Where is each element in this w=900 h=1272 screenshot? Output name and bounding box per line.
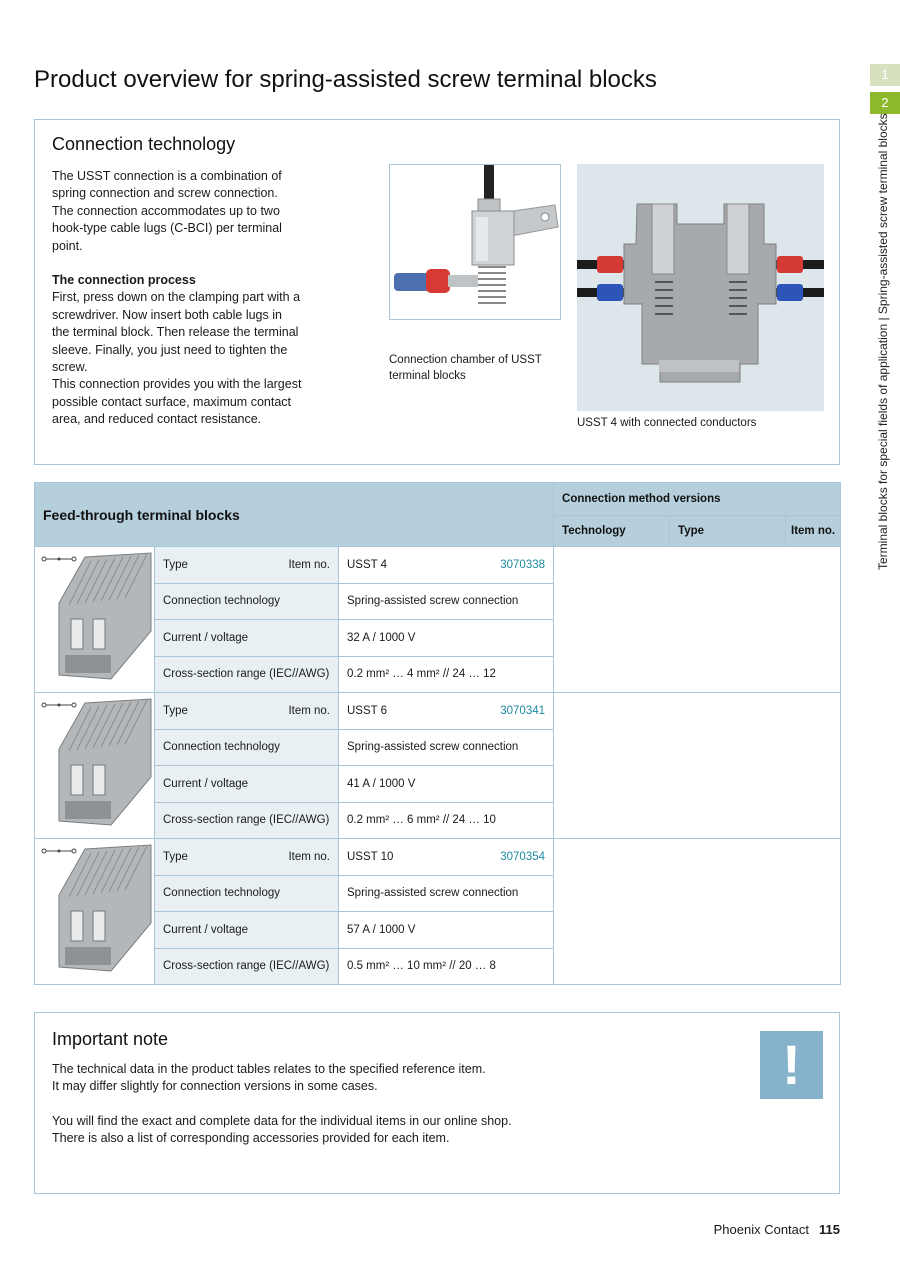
- note-line-1: The technical data in the product tables relates to the specified reference item.: [52, 1062, 486, 1076]
- type-label: Type: [163, 558, 188, 571]
- type-label: Type: [163, 704, 188, 717]
- item-number-link[interactable]: 3070354: [500, 850, 546, 863]
- connection-text: [52, 168, 302, 429]
- note-text: [52, 1061, 692, 1148]
- process-text-2: This connection provides you with the largest possible contact surface, maximum contact area, and reduced contact resistance.: [52, 377, 302, 427]
- type-label-cell: [155, 839, 339, 876]
- connection-chamber-image: [389, 164, 561, 320]
- type-value-cell: [339, 547, 554, 584]
- process-title: The connection process: [52, 273, 196, 288]
- item-no-header: Item no.: [786, 516, 841, 547]
- note-heading: Important note: [52, 1029, 169, 1049]
- current-voltage-label: Current / voltage: [155, 766, 339, 803]
- current-voltage-label: Current / voltage: [155, 912, 339, 949]
- item-no-label: Item no.: [288, 558, 330, 571]
- connection-technology-value: Spring-assisted screw connection: [339, 583, 554, 620]
- type-label-cell: [155, 547, 339, 584]
- connection-intro: The USST connection is a combination of spring connection and screw connection. The connection accommodates up to two hook-type cable lugs (C-BCI) per terminal point.: [52, 169, 282, 253]
- product-image-usst-6: [35, 693, 155, 839]
- terminal-block-icon: [55, 551, 155, 686]
- process-text: First, press down on the clamping part with a screwdriver. Now insert both cable lugs in the terminal block. Then release the terminal sleeve. Finally, you just need to tighten the screw.: [52, 290, 301, 375]
- type-header: Type: [670, 516, 786, 547]
- usst-caption: USST 4 with connected conductors: [577, 417, 757, 429]
- item-number-link[interactable]: 3070341: [500, 704, 546, 717]
- current-voltage-value: 32 A / 1000 V: [339, 620, 554, 657]
- page-footer: [0, 1222, 840, 1237]
- note-line-4: There is also a list of corresponding accessories provided for each item.: [52, 1131, 450, 1146]
- item-no-label: Item no.: [288, 850, 330, 863]
- product-image-usst-10: [35, 839, 155, 985]
- product-type: USST 10: [347, 850, 394, 863]
- page-title: Product overview for spring-assisted screw terminal blocks: [34, 66, 657, 93]
- product-type: USST 6: [347, 704, 388, 717]
- connection-technology-value: Spring-assisted screw connection: [339, 875, 554, 912]
- item-number-link[interactable]: 3070338: [500, 558, 546, 571]
- connection-technology-label: Connection technology: [155, 729, 339, 766]
- table-row: [35, 547, 841, 584]
- connection-technology-value: Spring-assisted screw connection: [339, 729, 554, 766]
- chapter-tab-2[interactable]: 2: [870, 92, 900, 114]
- technology-header: Technology: [554, 516, 670, 547]
- current-voltage-value: 41 A / 1000 V: [339, 766, 554, 803]
- table-row: [35, 693, 841, 730]
- page-number: 115: [819, 1222, 840, 1237]
- terminal-block-icon: [55, 843, 155, 978]
- product-type: USST 4: [347, 558, 388, 571]
- current-voltage-label: Current / voltage: [155, 620, 339, 657]
- item-no-label: Item no.: [288, 704, 330, 717]
- connection-technology-label: Connection technology: [155, 875, 339, 912]
- note-line-2: It may differ slightly for connection versions in some cases.: [52, 1079, 378, 1094]
- usst-connected-image: [577, 164, 824, 411]
- connection-technology-box: [34, 119, 840, 465]
- cross-section-value: 0.5 mm² … 10 mm² // 20 … 8: [339, 948, 554, 985]
- connection-versions-cell: [554, 693, 841, 839]
- product-image-usst-4: [35, 547, 155, 693]
- current-voltage-value: 57 A / 1000 V: [339, 912, 554, 949]
- cross-section-value: 0.2 mm² … 6 mm² // 24 … 10: [339, 802, 554, 839]
- chamber-caption: Connection chamber of USST terminal blocks: [389, 354, 542, 382]
- table-title: Feed-through terminal blocks: [35, 483, 554, 547]
- connection-versions-cell: [554, 839, 841, 985]
- important-note-box: [34, 1012, 840, 1194]
- connection-technology-label: Connection technology: [155, 583, 339, 620]
- connection-versions-cell: [554, 547, 841, 693]
- type-value-cell: [339, 693, 554, 730]
- table-row: [35, 839, 841, 876]
- footer-brand: Phoenix Contact: [713, 1222, 810, 1237]
- connection-versions-header: Connection method versions: [554, 483, 841, 516]
- chapter-tab-1[interactable]: 1: [870, 64, 900, 86]
- note-line-3: You will find the exact and complete data for the individual items in our online shop.: [52, 1113, 512, 1128]
- feed-through-table: [34, 482, 841, 985]
- exclamation-icon: !: [760, 1031, 823, 1099]
- cross-section-label: Cross-section range (IEC//AWG): [155, 948, 339, 985]
- type-value-cell: [339, 839, 554, 876]
- cross-section-label: Cross-section range (IEC//AWG): [155, 656, 339, 693]
- side-chapter-text: Terminal blocks for special fields of application | Spring-assisted screw terminal blocks: [876, 113, 890, 570]
- cross-section-value: 0.2 mm² … 4 mm² // 24 … 12: [339, 656, 554, 693]
- connection-heading: Connection technology: [52, 134, 236, 154]
- terminal-block-icon: [55, 697, 155, 832]
- type-label-cell: [155, 693, 339, 730]
- type-label: Type: [163, 850, 188, 863]
- cross-section-label: Cross-section range (IEC//AWG): [155, 802, 339, 839]
